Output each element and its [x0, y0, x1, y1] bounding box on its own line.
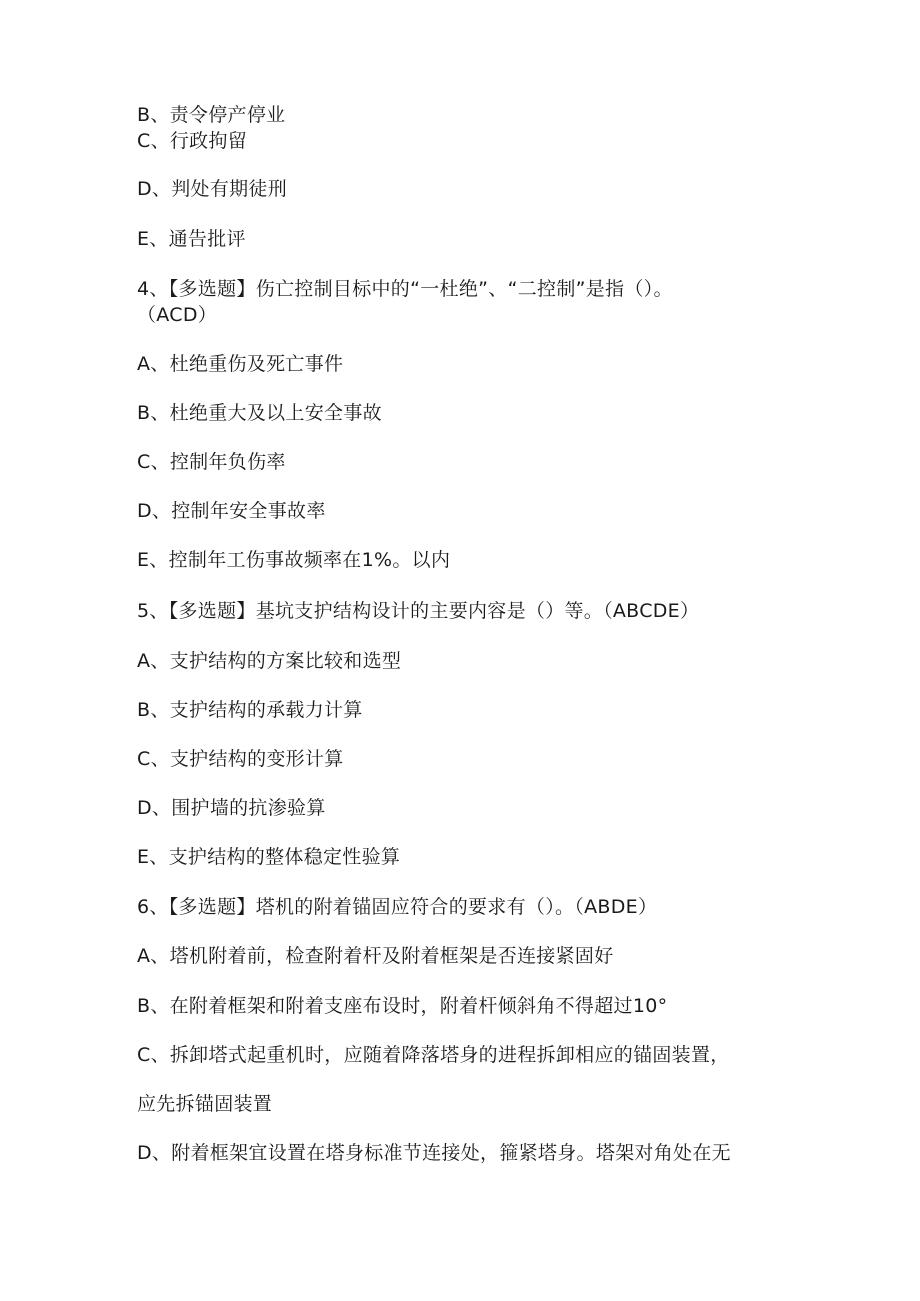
option-a-q5: A、支护结构的方案比较和选型	[137, 650, 402, 672]
option-e-q5: E、支护结构的整体稳定性验算	[137, 846, 401, 868]
option-d-q3: D、判处有期徒刑	[137, 178, 288, 200]
option-b-q4: B、杜绝重大及以上安全事故	[137, 402, 382, 424]
question-6: 6、【多选题】塔机的附着锚固应符合的要求有（）。（ABDE）	[137, 896, 658, 918]
option-c-q6-continued: 应先拆锚固装置	[137, 1093, 273, 1115]
option-e-q3: E、通告批评	[137, 228, 246, 250]
option-c-q4: C、控制年负伤率	[137, 451, 286, 473]
option-b-q5: B、支护结构的承载力计算	[137, 699, 363, 721]
option-a-q4: A、杜绝重伤及死亡事件	[137, 353, 344, 375]
option-c-q3: C、行政拘留	[137, 130, 248, 152]
question-5: 5、【多选题】基坑支护结构设计的主要内容是（）等。（ABCDE）	[137, 600, 700, 622]
question-4: 4、【多选题】伤亡控制目标中的“一杜绝”、“二控制”是指（）。	[137, 278, 673, 300]
answer-q4: （ACD）	[137, 304, 218, 326]
option-d-q4: D、控制年安全事故率	[137, 500, 326, 522]
option-c-q5: C、支护结构的变形计算	[137, 748, 344, 770]
option-c-q6: C、拆卸塔式起重机时，应随着降落塔身的进程拆卸相应的锚固装置，	[137, 1044, 730, 1066]
option-b-q6: B、在附着框架和附着支座布设时，附着杆倾斜角不得超过10°	[137, 995, 668, 1017]
option-d-q5: D、围护墙的抗渗验算	[137, 797, 326, 819]
option-b-q3: B、责令停产停业	[137, 104, 286, 126]
option-e-q4: E、控制年工伤事故频率在1%。以内	[137, 549, 451, 571]
option-d-q6: D、附着框架宜设置在塔身标准节连接处，箍紧塔身。塔架对角处在无	[137, 1142, 731, 1164]
option-a-q6: A、塔机附着前，检查附着杆及附着框架是否连接紧固好	[137, 945, 614, 967]
